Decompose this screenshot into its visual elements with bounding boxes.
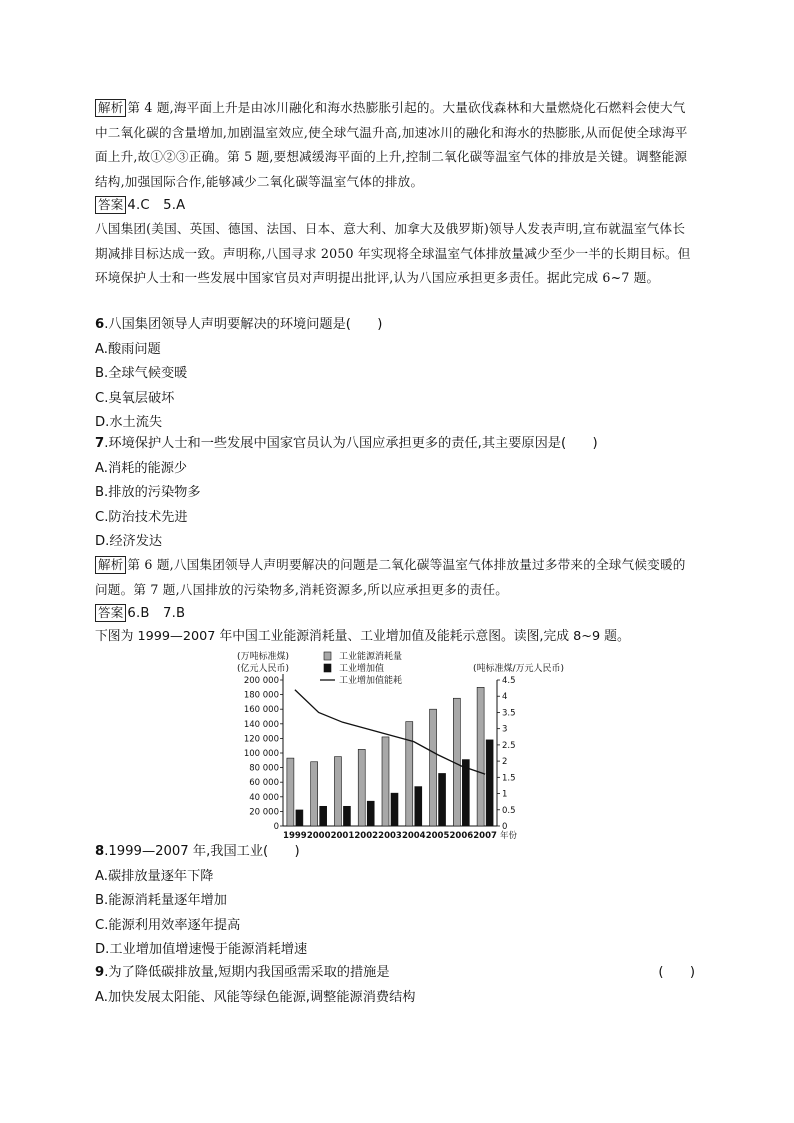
question-7	[95, 432, 695, 555]
right-tick-label: 3	[502, 724, 508, 735]
right-tick-label: 2	[502, 757, 508, 768]
question-6	[95, 313, 695, 436]
left-tick-label: 100 000	[243, 749, 279, 759]
x-tick-label: 2002	[354, 831, 379, 841]
left-axis-title-1: (万吨标准煤)	[237, 652, 290, 662]
left-tick-label: 160 000	[243, 705, 279, 716]
x-tick-label: 2005	[425, 831, 450, 841]
analysis-4-5-text: 第 4 题,海平面上升是由冰川融化和海水热膨胀引起的。大量砍伐森林和大量燃烧化石燃料会使大气中二氧化碳的含量增加,加剧温室效应,使全球气温升高,加速冰川的融化和海水的热膨胀,从而促使全球海平面上升,故①②③正确。第 5 题,要想减缓海平面的上升,控制二氧化碳等温室气体的排放是关键。调整能源结构,加强国际合作,能够减少二氧化碳等温室气体的排放。	[95, 100, 688, 189]
question-7-option-a[interactable]: A.消耗的能源少	[95, 460, 188, 476]
answer-4-5	[95, 193, 695, 219]
question-6-option-d[interactable]: D.水土流失	[95, 415, 163, 431]
question-9-paren: ( )	[658, 965, 695, 980]
left-tick-label: 140 000	[243, 719, 279, 730]
chart-intro-text: 下图为 1999—2007 年中国工业能源消耗量、工业增加值及能耗示意图。读图,完成 8~9 题。	[95, 629, 630, 644]
right-tick-label: 0.5	[502, 805, 516, 816]
question-8-option-c[interactable]: C.能源利用效率逐年提高	[95, 917, 241, 933]
answer-6-7-text: 6.B 7.B	[127, 606, 186, 621]
bar-value-added	[296, 810, 303, 826]
question-8-option-a[interactable]: A.碳排放量逐年下降	[95, 868, 214, 884]
question-9	[95, 961, 695, 1010]
question-6-number: 6	[95, 317, 105, 332]
bar-value-added	[320, 806, 327, 826]
bar-value-added	[415, 787, 422, 826]
bar-value-added	[367, 801, 374, 826]
answer-6-7	[95, 601, 695, 627]
question-7-option-b[interactable]: B.排放的污染物多	[95, 485, 201, 501]
question-7-option-d[interactable]: D.经济发达	[95, 534, 163, 550]
legend-label: 工业增加值	[339, 664, 385, 674]
question-8-number: 8	[95, 844, 105, 859]
g8-intro	[95, 217, 695, 291]
right-tick-label: 1.5	[502, 773, 516, 784]
g8-intro-text: 八国集团(美国、英国、德国、法国、日本、意大利、加拿大及俄罗斯)领导人发表声明,宣布就温室气体长期减排目标达成一致。声明称,八国寻求 2050 年实现将全球温室气体排放量减少至少一半的长期目标。但环境保护人士和一些发展中国家官员对声明提出批评,认为八国应承担更多责任。据此完成 6~7 题。	[95, 221, 691, 285]
left-tick-label: 180 000	[243, 690, 279, 701]
question-6-option-b[interactable]: B.全球气候变暖	[95, 366, 188, 382]
question-9-option-a[interactable]: A.加快发展太阳能、风能等绿色能源,调整能源消费结构	[95, 989, 416, 1005]
question-8-option-b[interactable]: B.能源消耗量逐年增加	[95, 893, 227, 909]
bar-value-added	[462, 760, 469, 826]
question-9-stem: .为了降低碳排放量,短期内我国亟需采取的措施是	[104, 965, 390, 980]
energy-chart	[0, 645, 794, 845]
bar-value-added	[343, 806, 350, 826]
bar-energy	[334, 757, 341, 826]
x-tick-label: 2007	[473, 831, 497, 841]
question-8-stem: .1999—2007 年,我国工业( )	[104, 844, 300, 859]
bar-energy	[287, 758, 294, 826]
x-tick-label: 2000	[306, 831, 331, 841]
left-tick-label: 200 000	[243, 676, 279, 686]
question-7-stem: .环境保护人士和一些发展中国家官员认为八国应承担更多的责任,其主要原因是( )	[104, 436, 598, 451]
legend-label: 工业增加值能耗	[339, 676, 403, 686]
right-tick-label: 2.5	[502, 740, 516, 751]
bar-energy	[477, 687, 484, 826]
right-tick-label: 4.5	[502, 676, 516, 686]
answer-4-5-text: 4.C 5.A	[127, 198, 186, 213]
bar-value-added	[439, 773, 446, 826]
bar-energy	[311, 762, 318, 826]
answer-tag: 答案	[95, 196, 126, 214]
left-tick-label: 120 000	[243, 734, 279, 745]
legend-swatch	[324, 652, 331, 660]
x-tick-label: 1999	[283, 831, 307, 841]
bar-value-added	[391, 793, 398, 826]
left-tick-label: 60 000	[249, 778, 279, 789]
right-tick-label: 3.5	[502, 708, 516, 719]
bar-energy	[430, 709, 437, 826]
right-tick-label: 4	[502, 692, 508, 703]
question-6-option-a[interactable]: A.酸雨问题	[95, 341, 161, 357]
question-9-number: 9	[95, 965, 105, 980]
x-tick-label: 2003	[378, 831, 402, 841]
legend-label: 工业能源消耗量	[339, 652, 403, 662]
analysis-6-7	[95, 553, 695, 602]
left-tick-label: 40 000	[249, 792, 279, 803]
bar-value-added	[486, 740, 493, 826]
bar-energy	[382, 737, 389, 826]
right-tick-label: 0	[502, 822, 508, 832]
question-8-option-d[interactable]: D.工业增加值增速慢于能源消耗增速	[95, 942, 308, 958]
analysis-4-5	[95, 96, 695, 194]
analysis-tag-2: 解析	[95, 556, 126, 574]
answer-tag-2: 答案	[95, 604, 126, 622]
analysis-6-7-text: 第 6 题,八国集团领导人声明要解决的问题是二氧化碳等温室气体排放量过多带来的全球气候变暖的问题。第 7 题,八国排放的污染物多,消耗资源多,所以应承担更多的责任。	[95, 557, 686, 597]
legend-swatch	[324, 664, 331, 672]
question-6-stem: .八国集团领导人声明要解决的环境问题是( )	[104, 317, 383, 332]
analysis-tag: 解析	[95, 99, 126, 117]
question-7-number: 7	[95, 436, 105, 451]
chart-plot-area	[237, 650, 564, 841]
right-tick-label: 1	[502, 789, 508, 800]
bar-energy	[358, 749, 365, 826]
question-7-option-c[interactable]: C.防治技术先进	[95, 509, 188, 525]
left-tick-label: 80 000	[249, 763, 279, 774]
right-axis-title: (吨标准煤/万元人民币)	[473, 664, 565, 674]
x-axis-suffix: 年份	[500, 831, 518, 841]
question-8	[95, 840, 695, 963]
left-tick-label: 0	[273, 822, 279, 832]
x-tick-label: 2004	[401, 831, 426, 841]
x-tick-label: 2001	[330, 831, 355, 841]
bar-energy	[406, 722, 413, 826]
left-axis-title-2: (亿元人民币)	[237, 664, 290, 674]
question-6-option-c[interactable]: C.臭氧层破坏	[95, 390, 175, 406]
left-tick-label: 20 000	[249, 807, 279, 818]
x-tick-label: 2006	[449, 831, 474, 841]
